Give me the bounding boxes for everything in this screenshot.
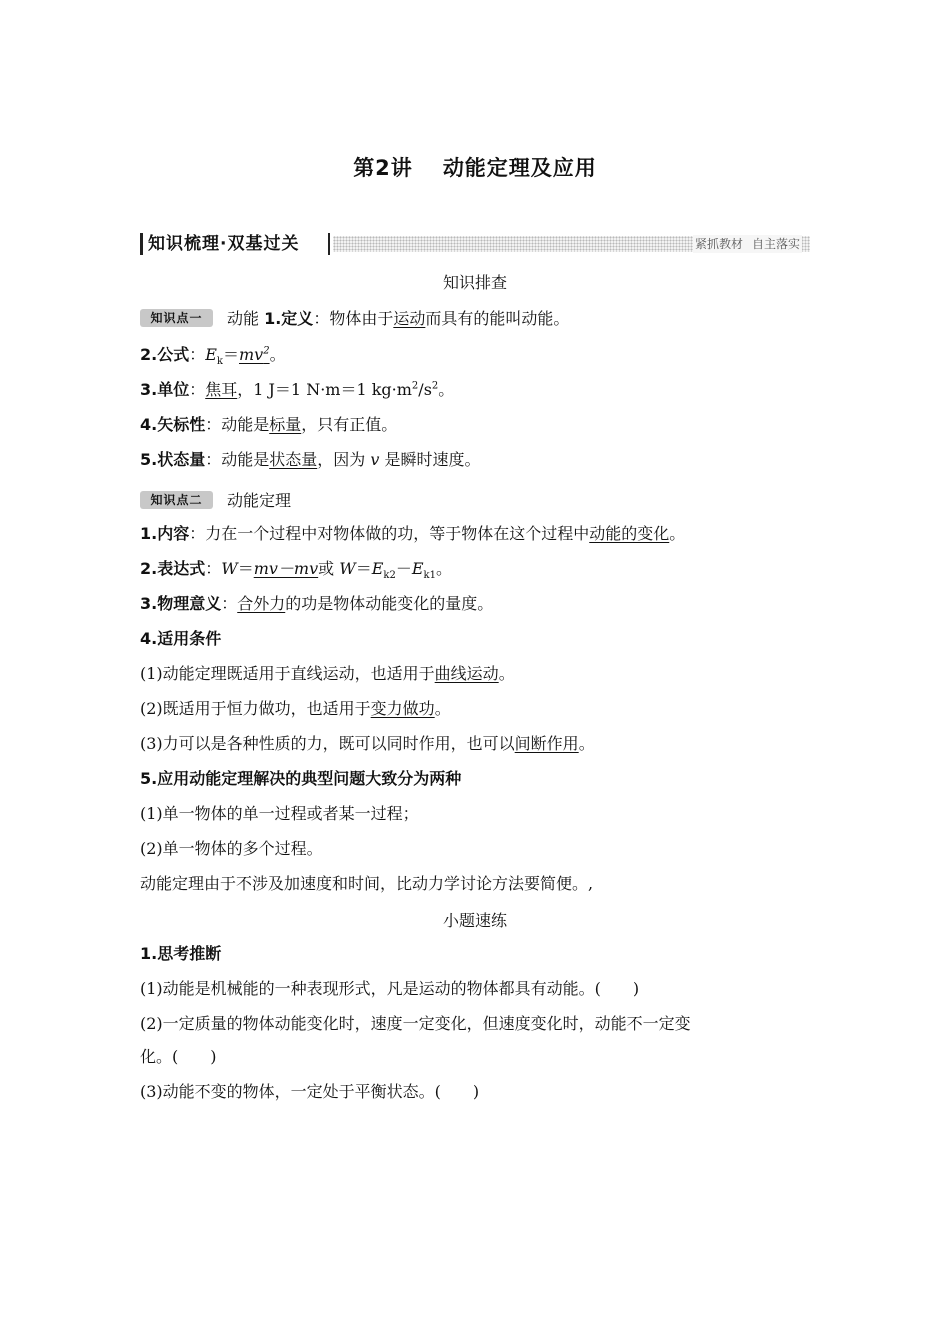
- blank-answer: 间断作用: [514, 734, 579, 753]
- kp2-conditions-label: 4.适用条件: [140, 629, 222, 648]
- blank-answer: 状态量: [269, 450, 318, 469]
- banner-tagline: 紧抓教材 自主落实: [694, 237, 800, 251]
- blank-answer: 曲线运动: [434, 664, 499, 683]
- blank-answer: 动能的变化: [589, 524, 670, 543]
- banner-divider: [328, 233, 330, 255]
- kp2-condition-1: (1)动能定理既适用于直线运动，也适用于曲线运动。: [140, 664, 515, 683]
- kp2-content: 1.内容：力在一个过程中对物体做的功，等于物体在这个过程中动能的变化。: [140, 524, 686, 543]
- section-heading-practice: 小题速练: [442, 911, 507, 930]
- blank-answer: 运动: [393, 309, 426, 328]
- banner-left-bar: [140, 233, 143, 255]
- kp1-definition: 知识点一 动能 1.定义：物体由于运动而具有的能叫动能。: [140, 308, 569, 330]
- kp2-application-2: (2)单一物体的多个过程。: [140, 839, 323, 858]
- kp2-condition-3: (3)力可以是各种性质的力，既可以同时作用，也可以间断作用。: [140, 734, 595, 753]
- kp2-note: 动能定理由于不涉及加速度和时间，比动力学讨论方法要简便。,: [140, 874, 594, 893]
- kp1-formula: 2.公式：$E_k=mv^2$。: [140, 345, 286, 368]
- kp2-application-1: (1)单一物体的单一过程或者某一过程；: [140, 804, 419, 823]
- practice-question-2-cont: 化。( ): [140, 1047, 217, 1066]
- blank-answer: 焦耳: [205, 380, 238, 399]
- blank-answer: mv－mv: [253, 559, 319, 578]
- section-heading-knowledge: 知识排查: [442, 273, 507, 292]
- practice-question-1: (1)动能是机械能的一种表现形式，凡是运动的物体都具有动能。( ): [140, 979, 640, 998]
- section-banner: [140, 231, 810, 259]
- kp1-state: 5.状态量：动能是状态量，因为 v 是瞬时速度。: [140, 450, 481, 469]
- kp2-condition-2: (2)既适用于恒力做功，也适用于变力做功。: [140, 699, 451, 718]
- kp2-application-label: 5.应用动能定理解决的典型问题大致分为两种: [140, 769, 462, 788]
- kp2-header: 知识点二 动能定理: [140, 490, 291, 512]
- blank-answer: $mv^2$: [239, 345, 270, 364]
- banner-label: 知识梳理·双基过关: [148, 234, 300, 254]
- page-title: [0, 152, 950, 182]
- blank-answer: 标量: [269, 415, 302, 434]
- lecture-number: 第2讲: [353, 156, 413, 180]
- kp1-unit: 3.单位：焦耳，1 J＝1 N·m＝1 $kg\cdot m^2/s^2$。: [140, 380, 455, 399]
- practice-label: 1.思考推断: [140, 944, 222, 963]
- practice-question-3: (3)动能不变的物体，一定处于平衡状态。( ): [140, 1082, 480, 1101]
- kp2-badge: 知识点二: [140, 491, 213, 509]
- kp1-badge: 知识点一: [140, 309, 213, 327]
- lecture-topic: 动能定理及应用: [442, 156, 597, 180]
- kp1-vector: 4.矢标性：动能是标量，只有正值。: [140, 415, 398, 434]
- blank-answer: 合外力: [237, 594, 286, 613]
- practice-question-2: (2)一定质量的物体动能变化时，速度一定变化，但速度变化时，动能不一定变: [140, 1014, 691, 1033]
- kp2-meaning: 3.物理意义：合外力的功是物体动能变化的量度。: [140, 594, 494, 613]
- kp2-expression: 2.表达式：W＝mv－mv或 $W=E_{k2}-E_{k1}$。: [140, 559, 452, 582]
- blank-answer: 变力做功: [370, 699, 435, 718]
